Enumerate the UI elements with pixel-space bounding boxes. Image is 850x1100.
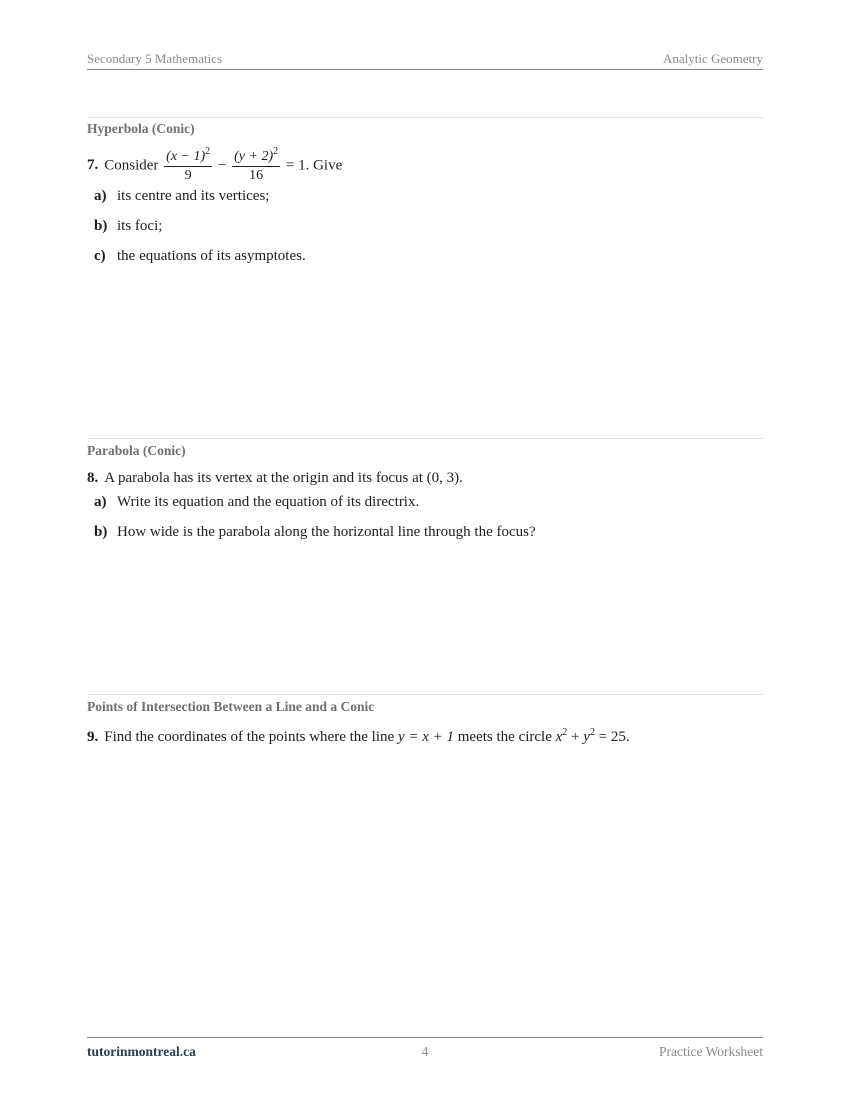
question-9	[87, 729, 630, 746]
fraction-x-numerator: (x − 1)	[166, 149, 206, 164]
fraction-x-denominator: 9	[184, 168, 192, 183]
part-label: a)	[94, 188, 107, 204]
fraction-y	[232, 148, 280, 184]
section-divider	[87, 694, 763, 695]
fraction-x	[164, 148, 212, 184]
question-7	[87, 148, 342, 184]
footer-website: tutorinmontreal.ca	[87, 1044, 196, 1059]
part-text: How wide is the parabola along the horizontal line through the focus?	[117, 524, 536, 540]
question-7-part-a	[94, 188, 269, 205]
minus-sign: −	[217, 157, 227, 174]
fraction-x-exponent: 2	[205, 146, 211, 157]
question-number: 8.	[87, 470, 99, 486]
fraction-y-denominator: 16	[249, 168, 264, 183]
section-title-hyperbola: Hyperbola (Conic)	[87, 121, 195, 136]
section-title-intersection: Points of Intersection Between a Line and a Conic	[87, 699, 375, 714]
question-number: 9.	[87, 729, 99, 745]
circle-x-exponent: 2	[562, 727, 568, 738]
part-label: b)	[94, 218, 108, 234]
question-8	[87, 470, 463, 487]
question-7-part-b	[94, 218, 162, 235]
part-text: its foci;	[117, 218, 163, 234]
line-equation: y = x + 1	[397, 729, 454, 745]
fraction-y-exponent: 2	[273, 146, 279, 157]
question-8-part-b	[94, 524, 536, 541]
part-text: the equations of its asymptotes.	[117, 248, 306, 264]
section-divider	[87, 438, 763, 439]
footer-label: Practice Worksheet	[659, 1044, 763, 1059]
circle-y-exponent: 2	[589, 727, 595, 738]
header-topic: Analytic Geometry	[663, 51, 763, 66]
question-end: .	[625, 729, 630, 745]
circle-y: y	[583, 729, 590, 745]
circle-x: x	[555, 729, 563, 745]
question-7-part-c	[94, 248, 306, 265]
question-8-part-a	[94, 494, 419, 511]
part-label: c)	[94, 248, 106, 264]
page-number: 4	[421, 1044, 429, 1059]
page-header	[87, 51, 763, 70]
question-number: 7.	[87, 157, 99, 174]
question-suffix: = 1. Give	[285, 157, 343, 174]
circle-plus: +	[571, 729, 580, 745]
part-text: its centre and its vertices;	[117, 188, 270, 204]
fraction-y-numerator: (y + 2)	[234, 149, 274, 164]
section-title-parabola: Parabola (Conic)	[87, 443, 186, 458]
focus-point: (0, 3)	[426, 470, 460, 486]
question-text: Find the coordinates of the points where the line	[104, 729, 395, 745]
question-prefix: Consider	[104, 157, 159, 174]
part-text: Write its equation and the equation of its directrix.	[117, 494, 420, 510]
section-divider	[87, 117, 763, 118]
page-footer	[87, 1037, 763, 1059]
question-end: .	[459, 470, 463, 486]
question-middle: meets the circle	[457, 729, 552, 745]
part-label: a)	[94, 494, 107, 510]
header-course: Secondary 5 Mathematics	[87, 51, 223, 66]
circle-rhs: = 25	[598, 729, 626, 745]
part-label: b)	[94, 524, 108, 540]
question-text: A parabola has its vertex at the origin and its focus at	[104, 470, 423, 486]
